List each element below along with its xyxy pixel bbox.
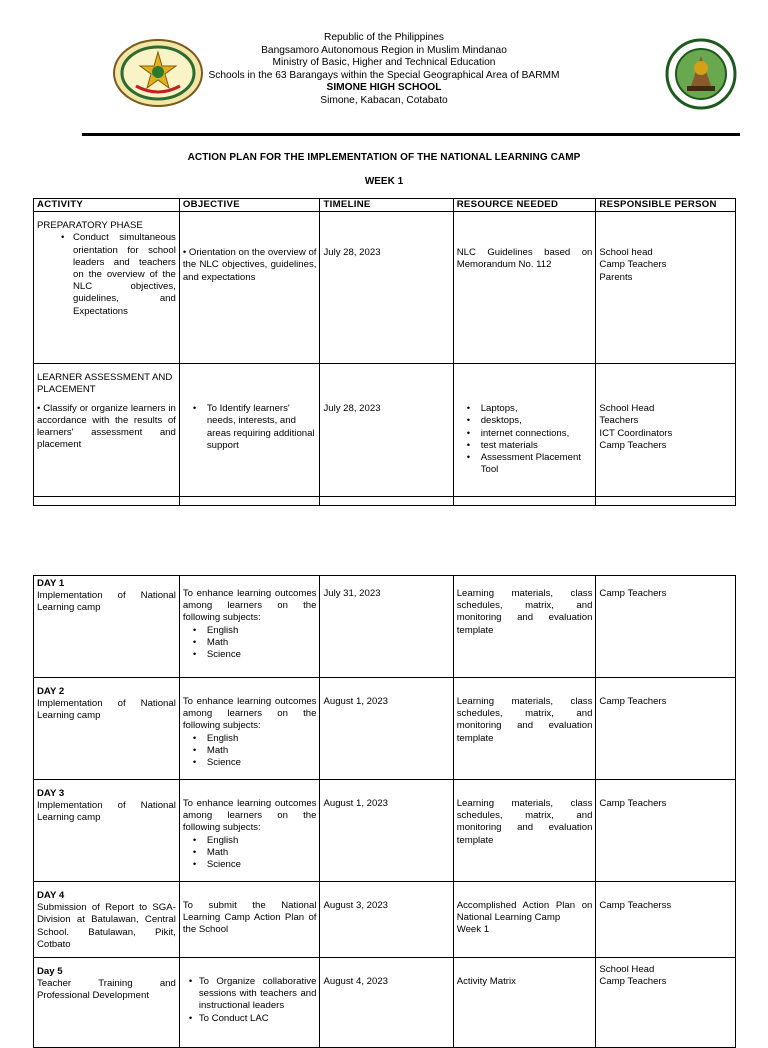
table-row-preparatory xyxy=(34,212,736,364)
day2-objective-cell xyxy=(179,678,320,780)
assess-person-4: Camp Teachers xyxy=(599,439,667,451)
day2-timeline: August 1, 2023 xyxy=(320,678,453,780)
empty-cell xyxy=(34,497,180,506)
prep-phase-title: PREPARATORY PHASE xyxy=(37,220,143,232)
day3-subject-1: • English xyxy=(183,835,317,847)
day4-activity: Submission of Report to SGA-Division at Batulawan, Central School. Batulawan, Pikit, Cotbato xyxy=(37,902,176,950)
assess-resource-1: • Laptops, xyxy=(457,403,593,415)
document-title: ACTION PLAN FOR THE IMPLEMENTATION OF THE NATIONAL LEARNING CAMP xyxy=(187,152,581,163)
assess-person-3: ICT Coordinators xyxy=(599,427,673,439)
day2-responsible: Camp Teachers xyxy=(596,678,736,780)
prep-person-2: Camp Teachers xyxy=(599,259,667,271)
day4-resource-week: Week 1 xyxy=(456,924,490,936)
table-row-day-1 xyxy=(34,576,736,678)
day5-label: Day 5 xyxy=(37,966,63,977)
header-divider xyxy=(82,133,740,136)
day5-responsible xyxy=(596,958,736,1048)
day3-responsible: Camp Teachers xyxy=(596,780,736,882)
day4-resource-cell xyxy=(453,882,596,958)
day2-subject-3: • Science xyxy=(183,757,317,769)
prep-person-3: Parents xyxy=(599,271,633,283)
assess-resource-cell xyxy=(453,364,596,497)
letterhead xyxy=(0,30,768,130)
day5-person-1: School Head xyxy=(599,964,655,975)
day1-objective: To enhance learning outcomes among learners on the following subjects: xyxy=(182,588,317,624)
day3-timeline: August 1, 2023 xyxy=(320,780,453,882)
table-row-day-2 xyxy=(34,678,736,780)
day1-subject-2: • Math xyxy=(183,637,317,649)
day5-objective-2: • To Conduct LAC xyxy=(183,1013,317,1025)
day3-objective-cell xyxy=(179,780,320,882)
day1-responsible: Camp Teachers xyxy=(596,576,736,678)
empty-cell xyxy=(453,497,596,506)
day1-activity-cell xyxy=(34,576,180,678)
header-line-1: Republic of the Philippines xyxy=(323,32,445,43)
day3-resource: Learning materials, class schedules, matrix, and monitoring and evaluation template xyxy=(453,780,596,882)
day4-timeline: August 3, 2023 xyxy=(320,882,453,958)
day2-activity: Implementation of National Learning camp xyxy=(37,698,176,722)
table-row-day-5 xyxy=(34,958,736,1048)
school-name: SIMONE HIGH SCHOOL xyxy=(326,82,442,94)
school-seal-logo xyxy=(665,38,737,110)
header-line-2: Bangsamoro Autonomous Region in Muslim Mindanao xyxy=(261,44,507,56)
day4-label: DAY 4 xyxy=(37,890,65,901)
day2-objective: To enhance learning outcomes among learners on the following subjects: xyxy=(182,696,317,732)
day1-activity: Implementation of National Learning camp xyxy=(37,590,176,614)
assess-objective-cell xyxy=(179,364,320,497)
empty-cell xyxy=(596,497,736,506)
table-row-day-4 xyxy=(34,882,736,958)
prep-person-1: School head xyxy=(599,247,653,259)
table-row-assessment xyxy=(34,364,736,497)
day2-activity-cell xyxy=(34,678,180,780)
table-row-day-3 xyxy=(34,780,736,882)
assess-resource-5: • Assessment Placement Tool xyxy=(457,452,593,476)
day3-activity: Implementation of National Learning camp xyxy=(37,800,176,824)
day2-subject-2: • Math xyxy=(183,745,317,757)
day1-resource: Learning materials, class schedules, matrix, and monitoring and evaluation template xyxy=(453,576,596,678)
table-row-empty xyxy=(34,497,736,506)
day1-timeline: July 31, 2023 xyxy=(320,576,453,678)
day1-objective-cell xyxy=(179,576,320,678)
assess-activity-cell xyxy=(34,364,180,497)
header-line-3: Ministry of Basic, Higher and Technical Education xyxy=(272,57,496,69)
day5-timeline: August 4, 2023 xyxy=(320,958,453,1048)
day4-responsible: Camp Teacherss xyxy=(596,882,736,958)
empty-cell xyxy=(179,497,320,506)
prep-responsible xyxy=(596,212,736,364)
day5-objective-1: • To Organize collaborative sessions with teachers and instructional leaders xyxy=(183,976,317,1013)
letterhead-text xyxy=(0,32,768,108)
school-address: Simone, Kabacan, Cotabato xyxy=(320,94,448,106)
assess-activity-bullet: • Classify or organize learners in accordance with the results of learners' assessment and placement xyxy=(37,402,176,451)
action-plan-table-days xyxy=(33,575,736,1048)
assess-phase-title: LEARNER ASSESSMENT AND PLACEMENT xyxy=(37,372,173,396)
day3-objective: To enhance learning outcomes among learners on the following subjects: xyxy=(182,798,317,834)
day4-objective: To submit the National Learning Camp Action Plan of the School xyxy=(179,882,320,958)
assess-resource-2: • desktops, xyxy=(457,415,593,427)
table-header-row xyxy=(34,199,736,212)
assess-person-1: School Head xyxy=(599,403,655,415)
day1-subject-3: • Science xyxy=(183,649,317,661)
day3-label: DAY 3 xyxy=(37,788,65,799)
day1-subject-1: • English xyxy=(183,625,317,637)
day1-label: DAY 1 xyxy=(37,578,65,589)
day5-objective-cell xyxy=(179,958,320,1048)
day3-subject-3: • Science xyxy=(183,859,317,871)
header-line-4: Schools in the 63 Barangays within the Special Geographical Area of BARMM xyxy=(208,69,560,81)
empty-cell xyxy=(320,497,453,506)
day2-resource: Learning materials, class schedules, matrix, and monitoring and evaluation template xyxy=(453,678,596,780)
day4-resource: Accomplished Action Plan on National Learning Camp xyxy=(456,900,593,924)
prep-activity-bullet: • Conduct simultaneous orientation for school leaders and teachers on the overview of the NLC objectives, guidelines, and Expectations xyxy=(37,232,176,317)
prep-resource: NLC Guidelines based on Memorandum No. 112 xyxy=(453,212,596,364)
assess-person-2: Teachers xyxy=(599,415,639,427)
prep-objective: • Orientation on the overview of the NLC objectives, guidelines, and expectations xyxy=(179,212,320,364)
prep-activity-cell xyxy=(34,212,180,364)
column-header-resource: RESOURCE NEEDED xyxy=(453,199,596,212)
prep-timeline: July 28, 2023 xyxy=(320,212,453,364)
column-header-objective: OBJECTIVE xyxy=(179,199,320,212)
column-header-activity: ACTIVITY xyxy=(34,199,180,212)
assess-responsible xyxy=(596,364,736,497)
week-label: WEEK 1 xyxy=(364,176,404,187)
assess-resource-4: • test materials xyxy=(457,440,593,452)
column-header-timeline: TIMELINE xyxy=(320,199,453,212)
action-plan-table-phases xyxy=(33,198,736,506)
day5-resource: Activity Matrix xyxy=(453,958,596,1048)
day2-subject-1: • English xyxy=(183,733,317,745)
assess-objective-bullet: • To Identify learners' needs, interests, and areas requiring additional support xyxy=(183,403,317,452)
day5-activity: Teacher Training and Professional Development xyxy=(37,978,176,1002)
assess-resource-3: • internet connections, xyxy=(457,428,593,440)
day4-activity-cell xyxy=(34,882,180,958)
day3-subject-2: • Math xyxy=(183,847,317,859)
assess-timeline: July 28, 2023 xyxy=(320,364,453,497)
day2-label: DAY 2 xyxy=(37,686,65,697)
day5-activity-cell xyxy=(34,958,180,1048)
day3-activity-cell xyxy=(34,780,180,882)
day5-person-2: Camp Teachers xyxy=(599,976,667,988)
column-header-responsible: RESPONSIBLE PERSON xyxy=(596,199,736,212)
